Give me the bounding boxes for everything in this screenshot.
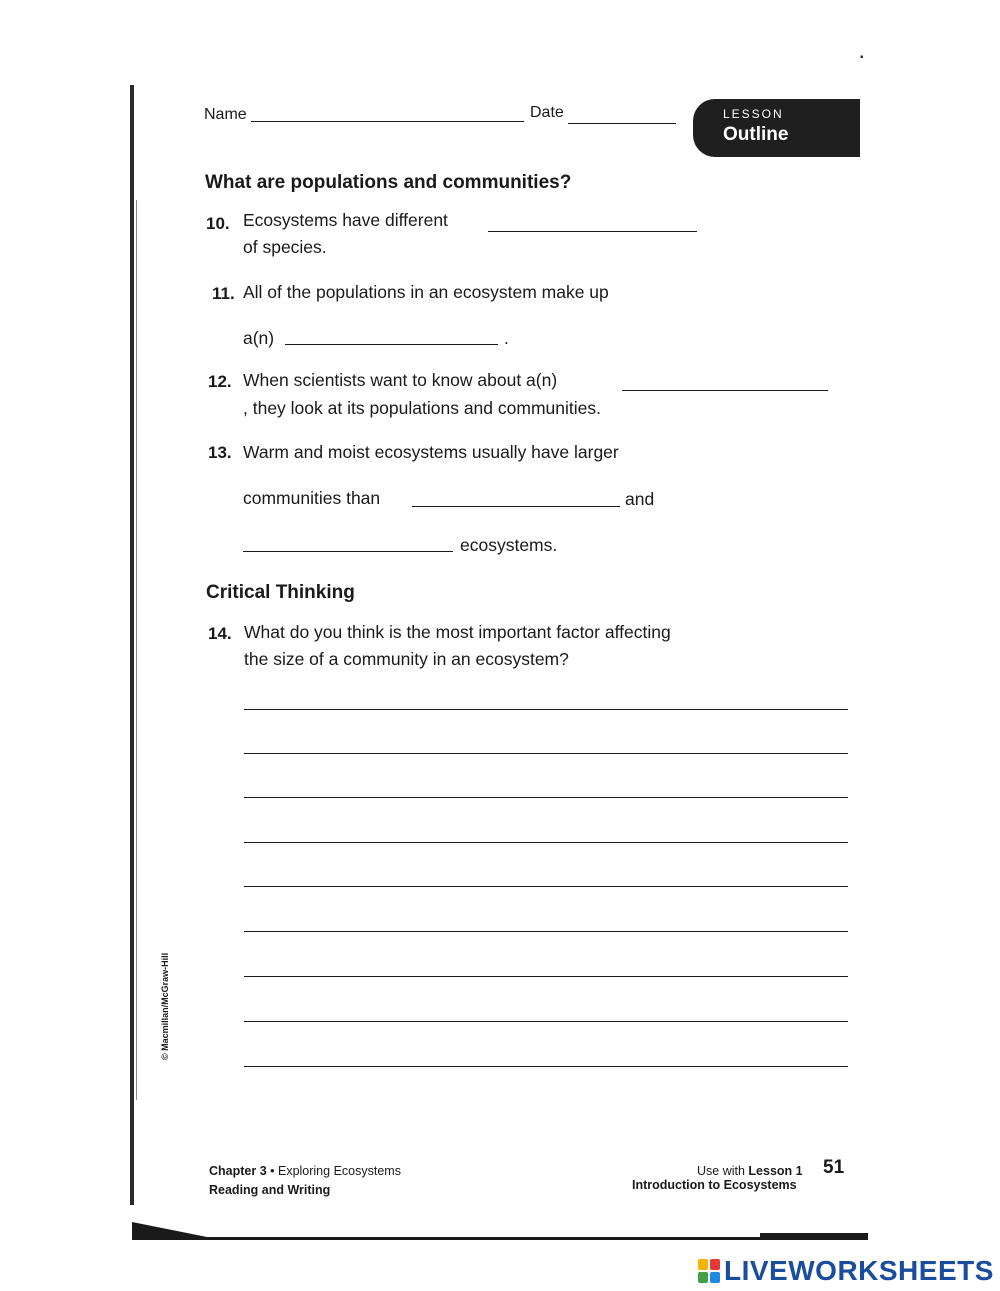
q12-line1: When scientists want to know about a(n) bbox=[243, 370, 558, 390]
footer-chapter-bold: Chapter 3 bbox=[209, 1164, 267, 1178]
page-binding-edge bbox=[130, 85, 134, 1205]
q11-line2-prefix: a(n) bbox=[243, 328, 275, 348]
liveworksheets-logo-text: LIVEWORKSHEETS bbox=[724, 1255, 994, 1286]
q12-number: 12. bbox=[208, 372, 232, 391]
liveworksheets-logo bbox=[698, 1255, 994, 1287]
lesson-outline-badge bbox=[693, 99, 860, 157]
answer-line-6[interactable] bbox=[244, 931, 848, 932]
copyright-text: © Macmillan/McGraw-Hill bbox=[160, 952, 170, 1060]
badge-lesson-text: LESSON bbox=[723, 107, 784, 121]
q13-line2-prefix: communities than bbox=[243, 488, 381, 508]
answer-line-1[interactable] bbox=[244, 709, 848, 710]
q13-line1: Warm and moist ecosystems usually have larger bbox=[243, 442, 619, 462]
answer-line-7[interactable] bbox=[244, 976, 848, 977]
footer-chapter bbox=[209, 1162, 401, 1180]
answer-line-4[interactable] bbox=[244, 842, 848, 843]
name-label: Name bbox=[204, 106, 247, 123]
answer-line-2[interactable] bbox=[244, 753, 848, 754]
q11-answer-blank[interactable] bbox=[285, 344, 498, 345]
q13-answer-blank-2[interactable] bbox=[243, 551, 453, 552]
answer-line-5[interactable] bbox=[244, 886, 848, 887]
answer-line-9[interactable] bbox=[244, 1066, 848, 1067]
q14-line2: the size of a community in an ecosystem? bbox=[244, 649, 569, 669]
page-bottom-edge-right bbox=[760, 1233, 868, 1237]
section-title-populations: What are populations and communities? bbox=[205, 172, 572, 193]
answer-line-8[interactable] bbox=[244, 1021, 848, 1022]
q11-line2-suffix: . bbox=[504, 328, 509, 348]
q10-number: 10. bbox=[206, 214, 230, 233]
q11-line1: All of the populations in an ecosystem make up bbox=[243, 282, 609, 302]
badge-outline-text: Outline bbox=[723, 124, 789, 145]
q10-line1: Ecosystems have different bbox=[243, 210, 448, 230]
footer-chapter-rest: • Exploring Ecosystems bbox=[266, 1164, 401, 1178]
scan-speck: ▪ bbox=[860, 52, 864, 63]
answer-line-3[interactable] bbox=[244, 797, 848, 798]
liveworksheets-logo-icon bbox=[698, 1259, 720, 1283]
q14-line1: What do you think is the most important factor affecting bbox=[244, 622, 671, 642]
page-bottom-wedge bbox=[132, 1222, 212, 1238]
q13-line3-suffix: ecosystems. bbox=[460, 535, 558, 555]
date-field[interactable] bbox=[568, 123, 676, 124]
q12-answer-blank[interactable] bbox=[622, 390, 828, 391]
page-binding-shadow bbox=[136, 200, 137, 1100]
q13-line2-suffix: and bbox=[625, 489, 655, 509]
q14-number: 14. bbox=[208, 624, 232, 643]
date-label: Date bbox=[530, 104, 564, 121]
section-title-critical-thinking: Critical Thinking bbox=[206, 582, 355, 603]
page-number: 51 bbox=[823, 1157, 845, 1178]
footer-use-with-text: Use with bbox=[697, 1164, 749, 1178]
page-bottom-edge bbox=[132, 1237, 868, 1240]
footer-lesson-bold: Lesson 1 bbox=[748, 1164, 803, 1178]
q10-answer-blank[interactable] bbox=[488, 231, 697, 232]
q12-line2: , they look at its populations and communities. bbox=[243, 398, 601, 418]
q13-answer-blank-1[interactable] bbox=[412, 506, 620, 507]
footer-intro: Introduction to Ecosystems bbox=[632, 1178, 797, 1192]
name-field[interactable] bbox=[251, 121, 524, 122]
q11-number: 11. bbox=[212, 284, 235, 303]
q10-line2: of species. bbox=[243, 237, 327, 257]
footer-reading: Reading and Writing bbox=[209, 1183, 331, 1197]
q13-number: 13. bbox=[208, 443, 232, 462]
